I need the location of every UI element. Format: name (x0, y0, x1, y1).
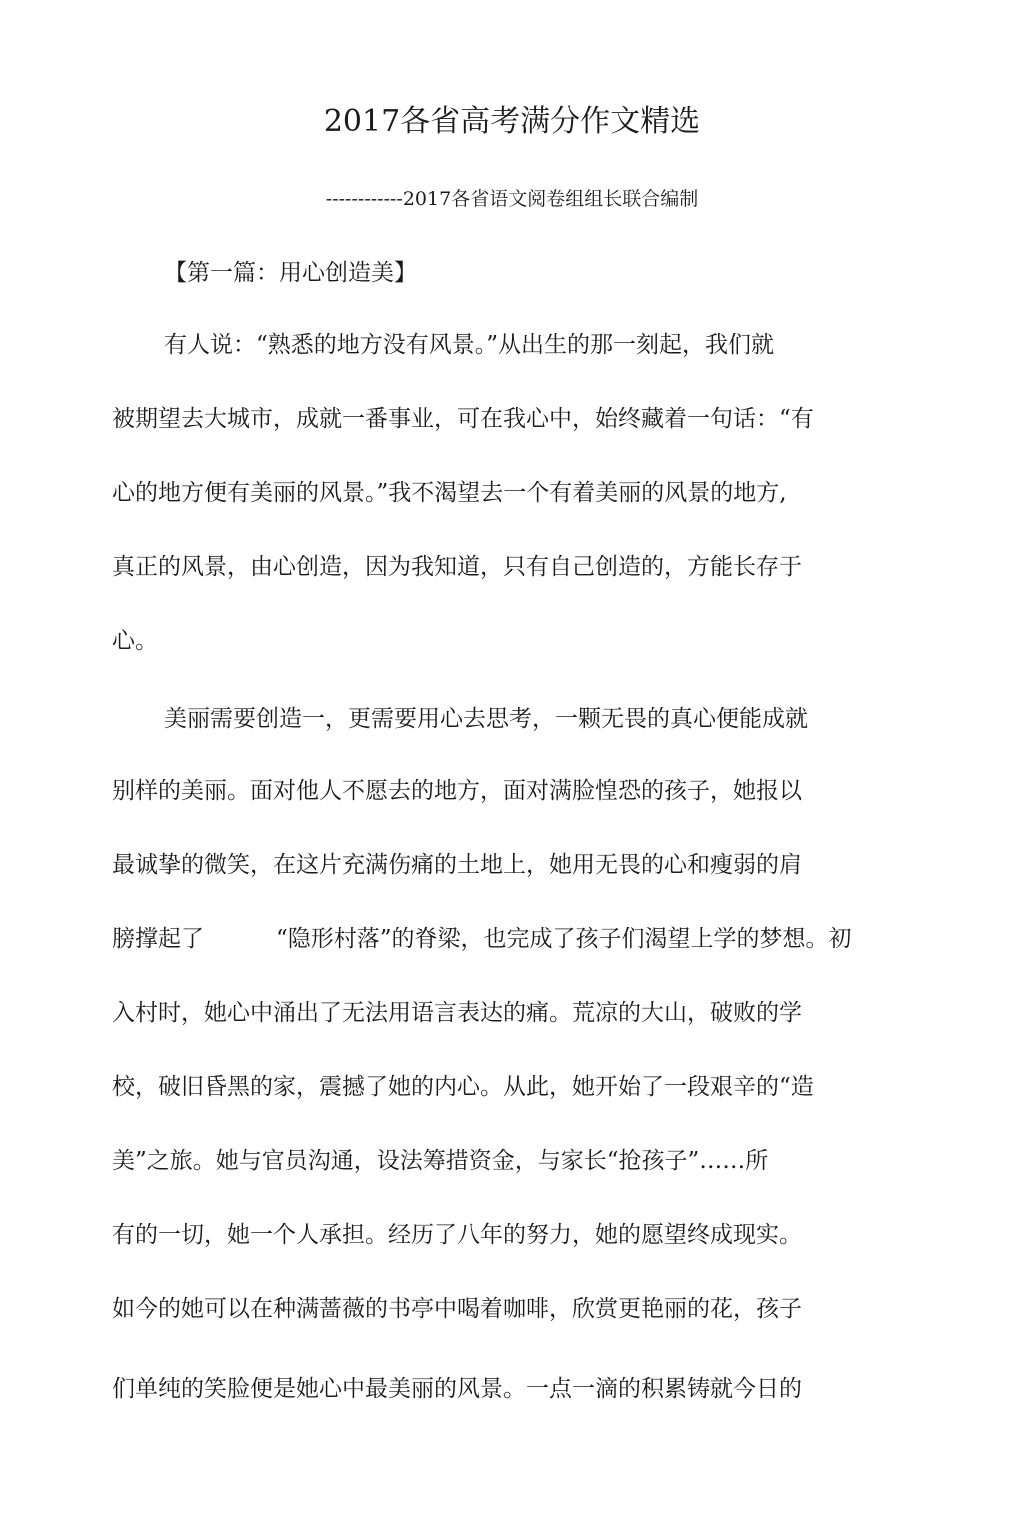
document-title: 2017各省高考满分作文精选 (323, 104, 701, 139)
section-heading: 【第一篇：用心创造美】 (164, 260, 417, 286)
body-line: 有人说：“熟悉的地方没有风景。”从出生的那一刻起，我们就 (164, 332, 775, 358)
body-line: “隐形村落”的脊梁，也完成了孩子们渴望上学的梦想。初 (276, 926, 852, 952)
body-line: 别样的美丽。面对他人不愿去的地方，面对满脸惶恐的孩子，她报以 (112, 778, 802, 804)
document-subtitle: ------------2017各省语文阅卷组组长联合编制 (325, 188, 699, 210)
body-line: 校，破旧昏黑的家，震撼了她的内心。从此，她开始了一段艰辛的“造 (112, 1074, 814, 1100)
body-line: 心。 (112, 628, 158, 654)
body-line: 真正的风景，由心创造，因为我知道，只有自己创造的，方能长存于 (112, 554, 802, 580)
body-line: 被期望去大城市，成就一番事业，可在我心中，始终藏着一句话：“有 (112, 406, 814, 432)
body-line: 如今的她可以在种满蔷薇的书亭中喝着咖啡，欣赏更艳丽的花，孩子 (112, 1296, 802, 1322)
body-line: 们单纯的笑脸便是她心中最美丽的风景。一点一滴的积累铸就今日的 (112, 1376, 802, 1402)
body-line: 最诚挚的微笑，在这片充满伤痛的土地上，她用无畏的心和瘦弱的肩 (112, 852, 802, 878)
body-line: 心的地方便有美丽的风景。”我不渴望去一个有着美丽的风景的地方, (112, 480, 787, 506)
body-line: 膀撑起了 (112, 926, 204, 952)
body-line: 入村时，她心中涌出了无法用语言表达的痛。荒凉的大山，破败的学 (112, 1000, 802, 1026)
body-line: 有的一切，她一个人承担。经历了八年的努力，她的愿望终成现实。 (112, 1222, 802, 1248)
body-line: 美丽需要创造一，更需要用心去思考，一颗无畏的真心便能成就 (164, 706, 808, 732)
body-line: 美”之旅。她与官员沟通，设法筹措资金，与家长“抢孩子”……所 (112, 1148, 769, 1174)
